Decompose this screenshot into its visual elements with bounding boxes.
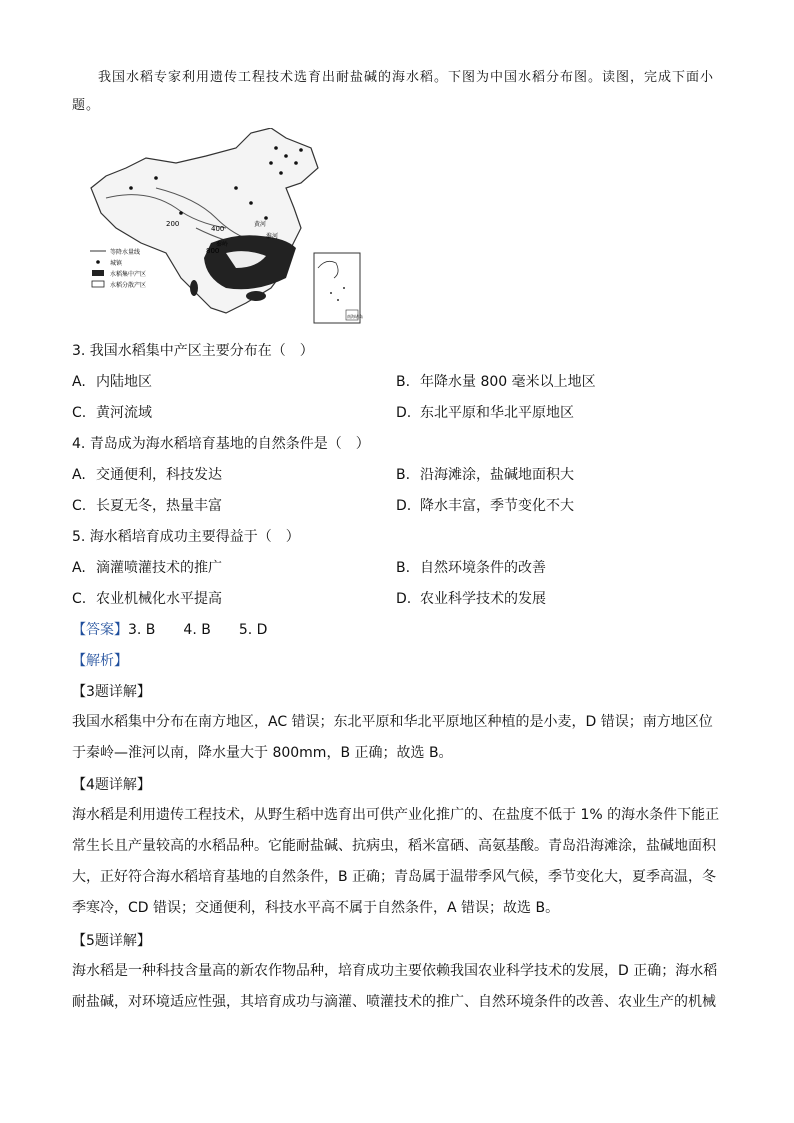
- legend-scattered-area: 水稻分散产区: [110, 282, 147, 289]
- legend-town: 城镇: [110, 260, 123, 267]
- question-3-option-a: A. 内陆地区: [72, 374, 152, 390]
- question-3-option-c: C. 黄河流域: [72, 405, 152, 421]
- china-map-figure: [86, 128, 364, 326]
- legend-main-area: 水稻集中产区: [110, 271, 147, 278]
- river-label-huanghe: 黄河: [254, 221, 267, 228]
- question-5-option-b: B. 自然环境条件的改善: [396, 560, 546, 576]
- answer-line: [72, 619, 267, 639]
- river-label-huaihe: 淮河: [266, 233, 279, 240]
- detail-4-heading: 【4题详解】: [72, 777, 151, 793]
- legend-isoline: 等降水量线: [110, 249, 141, 256]
- question-4-option-a: A. 交通便利，科技发达: [72, 467, 222, 483]
- detail-5-body: 海水稻是一种科技含量高的新农作物品种，培育成功主要依赖我国农业科学技术的发展，D 正确；海水稻 耐盐碱，对环境适应性强，其培育成功与滴灌、喷灌技术的推广、自然环境条件的改善、农业生产的机械: [72, 963, 718, 1010]
- south-sea-inset: [314, 253, 363, 323]
- question-4-stem: 4. 青岛成为海水稻培育基地的自然条件是（ ）: [72, 436, 370, 452]
- mountain-label-qinling: 秦岭: [216, 241, 229, 248]
- answer-text: 3. B 4. B 5. D: [128, 622, 268, 638]
- detail-3-heading: 【3题详解】: [72, 684, 151, 700]
- question-4-option-d: D. 降水丰富，季节变化不大: [396, 498, 574, 514]
- question-3-option-b: B. 年降水量 800 毫米以上地区: [396, 374, 596, 390]
- question-5-option-a: A. 滴灌喷灌技术的推广: [72, 560, 222, 576]
- isoline-label-200: 200: [166, 220, 180, 228]
- question-5-option-c: C. 农业机械化水平提高: [72, 591, 222, 607]
- question-4-option-b: B. 沿海滩涂，盐碱地面积大: [396, 467, 574, 483]
- question-3-option-d: D. 东北平原和华北平原地区: [396, 405, 574, 421]
- question-3-stem: 3. 我国水稻集中产区主要分布在（ ）: [72, 343, 314, 359]
- detail-4-body: 海水稻是利用遗传工程技术，从野生稻中选育出可供产业化推广的、在盐度不低于 1% 的海水条件下能正 常生长且产量较高的水稻品种。它能耐盐碱、抗病虫，稻米富硒、高氨基酸。青岛沿海滩涂，盐碱地面积 大，正好符合海水稻培育基地的自然条件，B 正确；青岛属于温带季风气候，季节变化大，夏季高温，冬 季寒冷，CD 错误；交通便利，科技水平高不属于自然条件，A 错误；故选 B。: [72, 807, 720, 916]
- detail-3-body: 我国水稻集中分布在南方地区，AC 错误；东北平原和华北平原地区种植的是小麦，D 错误；南方地区位 于秦岭—淮河以南，降水量大于 800mm，B 正确；故选 B。: [72, 714, 713, 761]
- detail-5-heading: 【5题详解】: [72, 933, 151, 949]
- question-4-option-c: C. 长夏无冬，热量丰富: [72, 498, 222, 514]
- intro-paragraph: 我国水稻专家利用遗传工程技术选育出耐盐碱的海水稻。下图为中国水稻分布图。读图，完成下面小题。: [72, 70, 715, 113]
- isoline-label-400: 400: [211, 225, 225, 233]
- rice-distribution-map: [86, 128, 364, 326]
- question-5-option-d: D. 农业科学技术的发展: [396, 591, 546, 607]
- isoline-label-800: 800: [206, 247, 220, 255]
- inset-label: 南海诸岛: [347, 314, 363, 319]
- question-5-stem: 5. 海水稻培育成功主要得益于（ ）: [72, 529, 300, 545]
- answer-tag: 【答案】: [72, 622, 128, 638]
- analysis-tag: 【解析】: [72, 653, 128, 669]
